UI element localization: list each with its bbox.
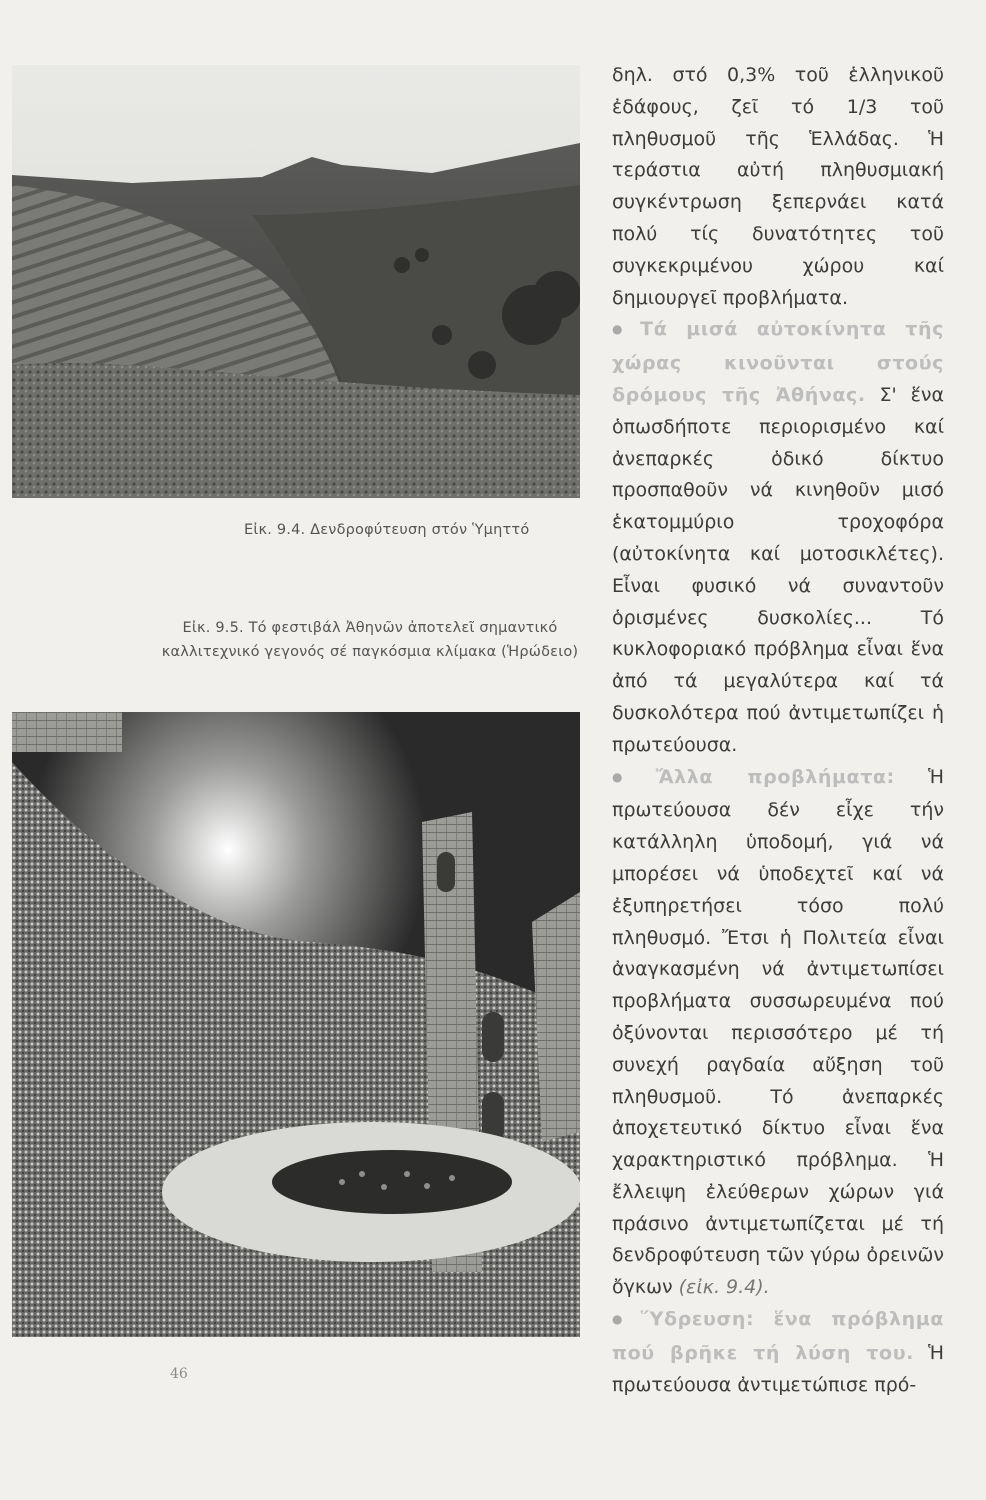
section-heading-other-problems: Ἄλλα προβλήματα: [655, 765, 895, 788]
bullet-icon: ● [612, 769, 650, 784]
section-body-water-supply: Ἡ πρωτεύουσα ἀντιμετώπισε πρό- [612, 1341, 944, 1396]
page-number: 46 [170, 1366, 188, 1382]
section-body-traffic: Σ' ἕνα ὁπωσδήποτε περιορισμένο καί ἀνεπαρκές ὁδικό δίκτυο προσπαθοῦν νά κινηθοῦν μισό ἑκατομμύριο τροχοφόρα (αὐτοκίνητα καί μοτοσικλέτες). Εἶναι φυσικό νά συναντοῦν ὁρισμένες δυσκολίες... Τό κυκλοφοριακό πρόβλημα εἶναι ἕνα ἀπό τά μεγαλύτερα καί τά δυσκολότερα πού ἀντιμετωπίζει ἡ πρωτεύουσα. [612, 383, 944, 756]
section-water-supply [612, 1304, 944, 1401]
section-heading-water-supply: Ὕδρευση: ἕνα πρόβλημα πού βρῆκε τή λύση του. [612, 1308, 944, 1364]
body-text-column [612, 60, 944, 1401]
section-traffic [612, 314, 944, 761]
figure-caption-9-4: Εἰκ. 9.4. Δενδροφύτευση στόν Ὑμηττό [244, 522, 530, 538]
bullet-icon: ● [612, 1312, 635, 1327]
figure-caption-9-5: Εἰκ. 9.5. Τό φεστιβάλ Ἀθηνῶν ἀποτελεῖ σημαντικό καλλιτεχνικό γεγονός σέ παγκόσμια κλίμακα (Ἡρώδειο) [161, 620, 579, 660]
bullet-icon: ● [612, 322, 635, 337]
section-heading-traffic: Τά μισά αὐτοκίνητα τῆς χώρας κινοῦνται στούς δρόμους τῆς Ἀθήνας. [612, 318, 944, 406]
paragraph-intro: δηλ. στό 0,3% τοῦ ἑλληνικοῦ ἐδάφους, ζεῖ τό 1/3 τοῦ πληθυσμοῦ τῆς Ἑλλάδας. Ἡ τεράστια αὐτή πληθυσμιακή συγκέντρωση ξεπερνάει κατά πολύ τίς δυνατότητες τοῦ συγκεκριμένου χώρου καί δημιουργεῖ προβλήματα. [612, 64, 944, 309]
photo-herodeion-festival [12, 712, 580, 1337]
section-body-other-problems: Ἡ πρωτεύουσα δέν εἶχε τήν κατάλληλη ὑποδομή, γιά νά μπορέσει νά ὑποδεχτεῖ καί νά ἐξυπηρετήσει τόσο πολύ πληθυσμό. Ἔτσι ἡ Πολιτεία εἶναι ἀναγκασμένη νά ἀντιμετωπίσει προβλήματα συσσωρευμένα πού ὀξύνονται περισσότερο μέ τή συνεχή ραγδαία αὔξηση τοῦ πληθυσμοῦ. Τό ἀνεπαρκές ἀποχετευτικό δίκτυο εἶναι ἕνα χαρακτηριστικό πρόβλημα. Ἡ ἔλλειψη ἐλεύθερων χώρων γιά πράσινο ἀντιμετωπίζεται μέ τή δενδροφύτευση τῶν γύρω ὀρεινῶν ὄγκων [612, 765, 944, 1299]
figure-reference: (εἰκ. 9.4). [678, 1276, 770, 1299]
photo-hymettus-reforestation [12, 65, 580, 498]
section-other-problems [612, 762, 944, 1305]
